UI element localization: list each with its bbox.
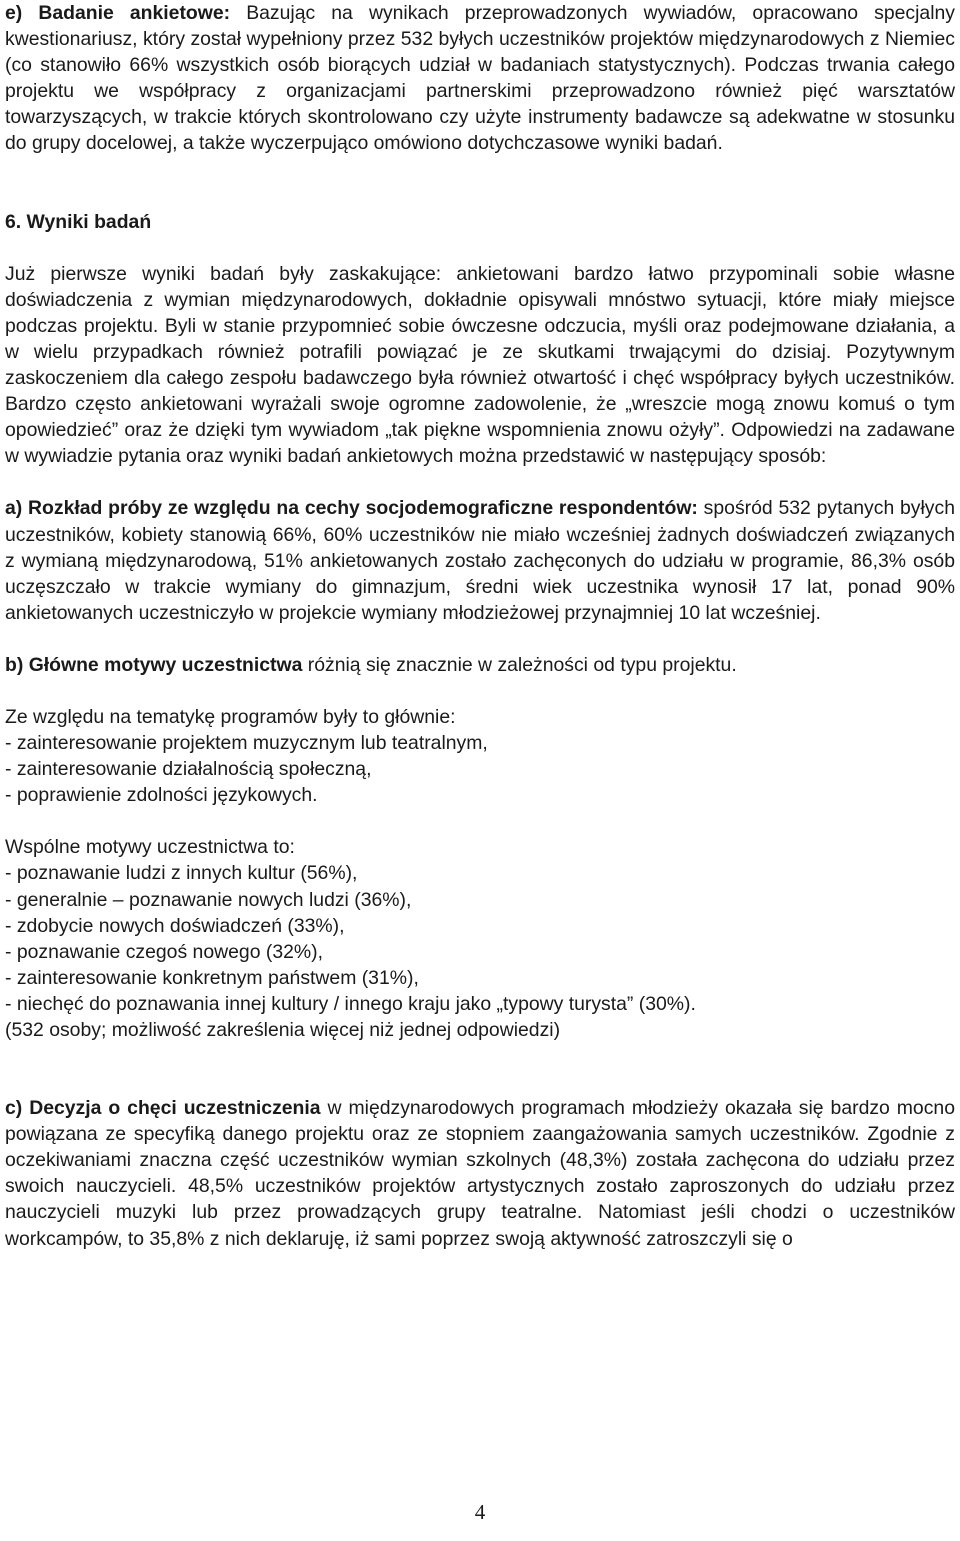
section-a-text: spośród 532 pytanych byłych uczestników, kobiety stanowią 66%, 60% uczestników nie miało wcześniej żadnych doświadczeń związanych z wymianą międzynarodową, 51% ankietowanych zostało zachęconych do udziału w programie, 86,3% osób uczęszczało w trakcie wymiany do gimnazjum, średni wiek uczestnika wynosił 17 lat, ponad 90% ankietowanych uczestniczyło w projekcie wymiany młodzieżowej przynajmniej 10 lat wcześniej. (5, 497, 955, 624)
paragraph-a (5, 495, 955, 625)
paragraph-b (5, 652, 955, 678)
paragraph-e (5, 0, 955, 157)
common-motives-list (5, 860, 955, 1043)
document-page (5, 0, 955, 1252)
list-item: - poznawanie ludzi z innych kultur (56%), (5, 862, 358, 885)
list-item: - zdobycie nowych doświadczeń (33%), (5, 914, 345, 937)
section-b-text: różnią się znacznie w zależności od typu projektu. (302, 653, 737, 676)
paragraph-c (5, 1095, 955, 1252)
list-item: - zainteresowanie działalnością społeczną, (5, 758, 372, 781)
section-e-text: Bazując na wynikach przeprowadzonych wywiadów, opracowano specjalny kwestionariusz, który został wypełniony przez 532 byłych uczestników projektów międzynarodowych z Niemiec (co stanowiło 66% wszystkich osób biorących udział w badaniach statystycznych). Podczas trwania całego projektu we współpracy z organizacjami partnerskimi przeprowadzono również pięć warsztatów towarzyszących, w trakcie których skontrolowano czy użyte instrumenty badawcze są adekwatne w stosunku do grupy docelowej, a także wyczerpująco omówiono dotychczasowe wyniki badań. (5, 2, 956, 155)
section-6-title: 6. Wyniki badań (5, 210, 152, 233)
list-item: - poznawanie czegoś nowego (32%), (5, 940, 323, 963)
thematic-intro: Ze względu na tematykę programów były to głównie: (5, 705, 456, 728)
section-b-heading: b) Główne motywy uczestnictwa (5, 653, 303, 676)
list-item: - generalnie – poznawanie nowych ludzi (36%), (5, 888, 412, 911)
section-c-heading: c) Decyzja o chęci uczestniczenia (5, 1097, 321, 1120)
common-motives-intro: Wspólne motywy uczestnictwa to: (5, 836, 295, 859)
list-item: - zainteresowanie projektem muzycznym lub teatralnym, (5, 732, 488, 755)
list-item: - zainteresowanie konkretnym państwem (31%), (5, 966, 419, 989)
section-6-intro: Już pierwsze wyniki badań były zaskakujące: ankietowani bardzo łatwo przypominali sobie własne doświadczenia z wymian międzynarodowych, dokładnie opisywali mnóstwo sytuacji, które miały miejsce podczas projektu. Byli w stanie przypomnieć sobie ówczesne odczucia, myśli oraz podejmowane działania, a w wielu przypadkach również potrafili powiązać je ze skutkami trwającymi do dzisiaj. Pozytywnym zaskoczeniem dla całego zespołu badawczego była również otwartość i chęć współpracy byłych uczestników. Bardzo często ankietowani wyrażali swoje ogromne zadowolenie, że „wreszcie mogą znowu komuś o tym opowiedzieć” oraz że dzięki tym wywiadom „tak piękne wspomnienia znowu ożyły”. Odpowiedzi na zadawane w wywiadzie pytania oraz wyniki badań ankietowych można przedstawić w następujący sposób: (5, 262, 955, 468)
list-item: - poprawienie zdolności językowych. (5, 784, 318, 807)
thematic-list (5, 730, 955, 808)
section-e-heading: e) Badanie ankietowe: (5, 2, 231, 24)
section-a-heading: a) Rozkład próby ze względu na cechy socjodemograficzne respondentów: (5, 497, 698, 520)
list-item: - niechęć do poznawania innej kultury / innego kraju jako „typowy turysta” (30%). (5, 992, 696, 1015)
list-note: (532 osoby; możliwość zakreślenia więcej niż jednej odpowiedzi) (5, 1019, 561, 1041)
page-number: 4 (474, 1500, 486, 1524)
section-c-text: w międzynarodowych programach młodzieży okazała się bardzo mocno powiązana ze specyfiką danego projektu oraz ze stopniem zaangażowania samych uczestników. Zgodnie z oczekiwaniami znaczna część uczestników wymian szkolnych (48,3%) została zachęcona do udziału przez swoich nauczycieli. 48,5% uczestników projektów artystycznych zostało zaproszonych do udziału przez nauczycieli muzyki lub przez prowadzących grupy teatralne. Natomiast jeśli chodzi o uczestników workcampów, to 35,8% z nich deklaruję, iż sami poprzez swoją aktywność zatroszczyli się o (5, 1097, 955, 1250)
